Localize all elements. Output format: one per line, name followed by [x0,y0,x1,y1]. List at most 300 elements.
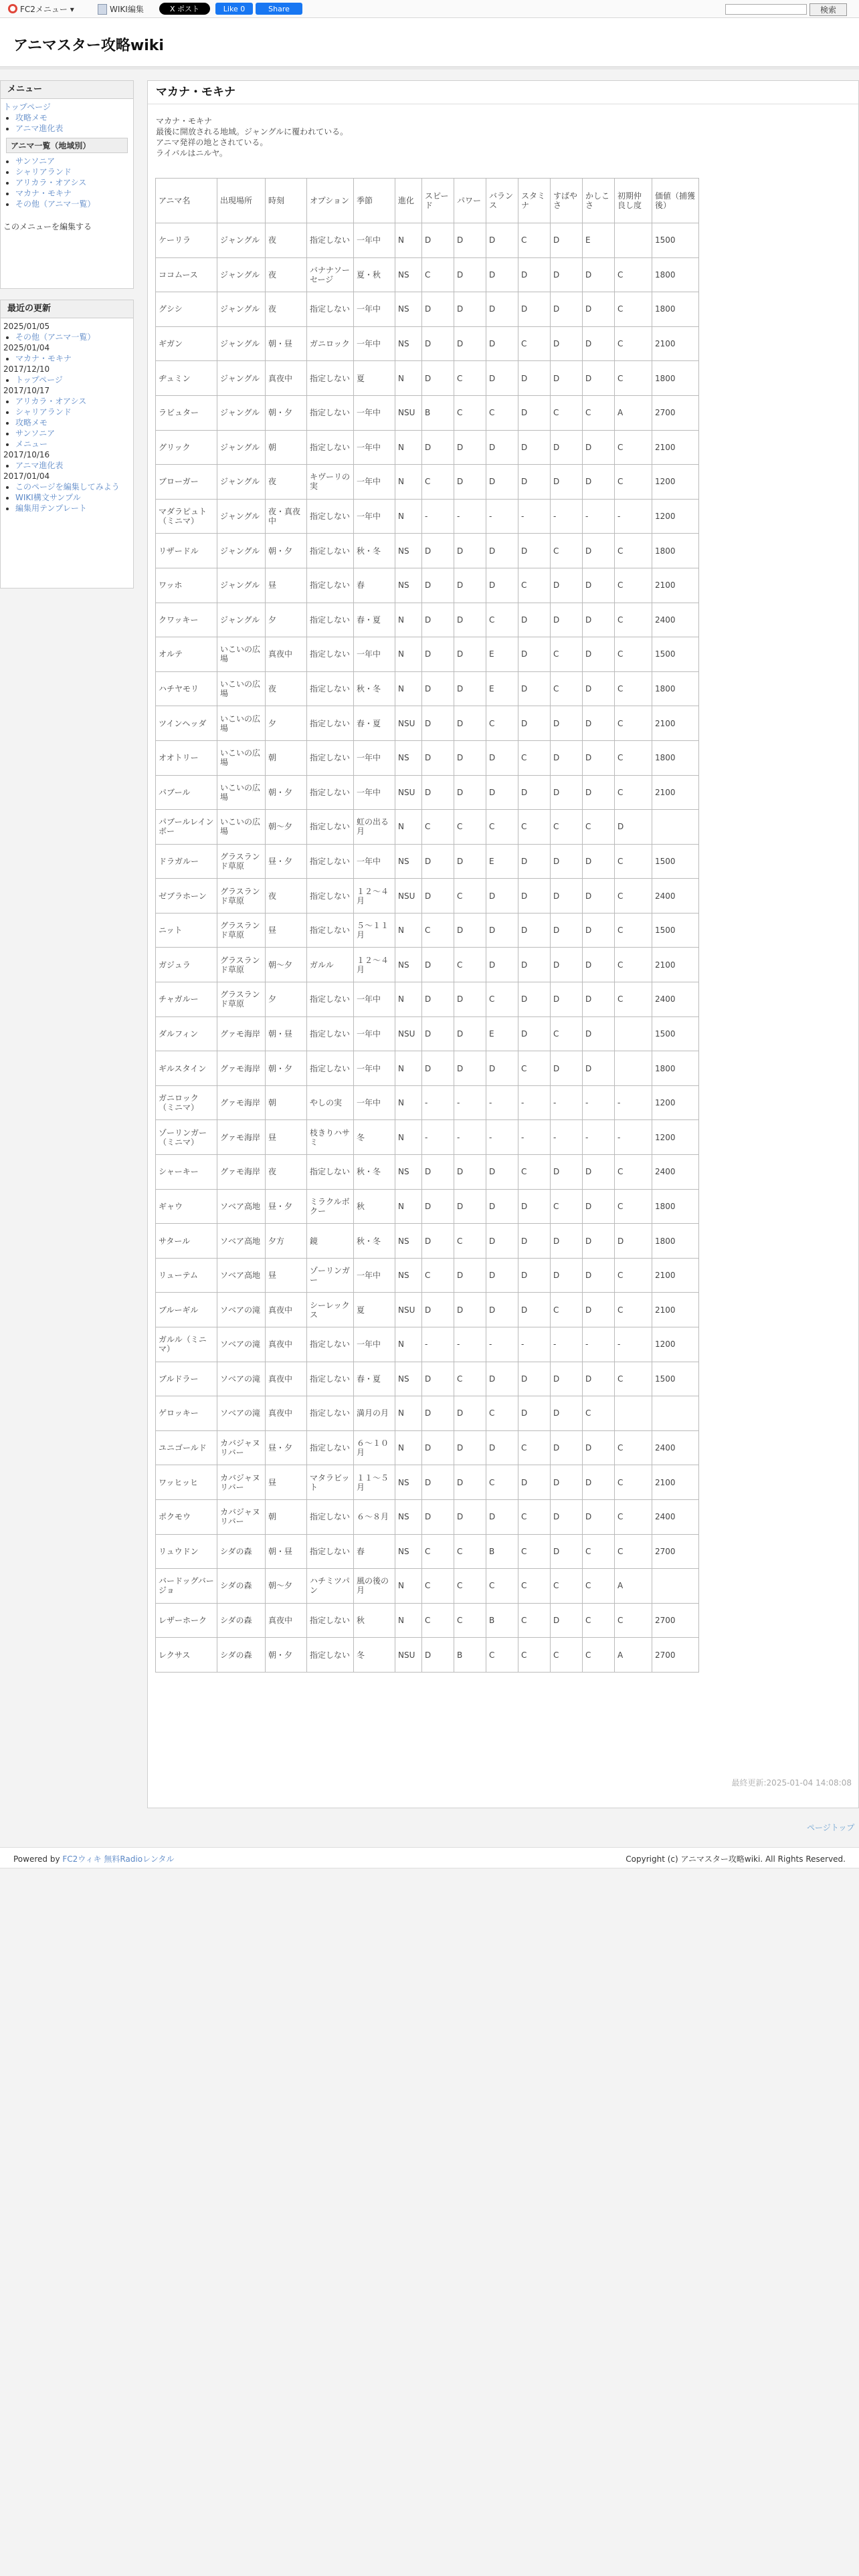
table-cell: D [454,568,486,603]
search-input[interactable] [725,4,807,15]
table-cell: ガニロック（ミニマ） [156,1085,217,1120]
table-cell: 2100 [652,706,699,741]
table-cell: D [518,430,551,465]
recent-update-item[interactable] [15,374,130,385]
table-cell: 一年中 [354,326,395,361]
table-cell: D [422,775,454,810]
table-cell: D [583,913,615,948]
table-cell: D [454,1499,486,1534]
table-cell: D [518,637,551,672]
table-cell [615,1396,652,1431]
column-header: すばやさ [551,179,583,223]
table-cell: NS [395,257,422,292]
table-cell: D [551,1430,583,1465]
table-cell: D [583,603,615,637]
table-cell: D [486,1430,518,1465]
recent-update-date: 2017/10/17 [3,386,50,395]
sidebar-top-page-link[interactable]: トップページ [3,102,51,112]
table-cell: 1500 [652,1016,699,1051]
table-cell: D [422,1638,454,1673]
table-cell: 2100 [652,948,699,982]
table-cell: 虹の出る月 [354,810,395,845]
table-cell: D [454,775,486,810]
table-cell: ツインヘッダ [156,706,217,741]
table-cell: 指定しない [307,913,354,948]
table-cell: C [615,603,652,637]
table-cell: 一年中 [354,499,395,534]
table-cell: グリック [156,430,217,465]
recent-update-link[interactable]: • アリカラ・オアシス [15,397,87,406]
table-cell: C [615,879,652,914]
table-cell: 2400 [652,982,699,1017]
column-header: 初期仲良し度 [615,179,652,223]
table-cell: N [395,361,422,396]
table-cell [615,223,652,258]
recent-update-item[interactable] [15,353,130,364]
table-cell: D [518,879,551,914]
table-cell: N [395,1120,422,1155]
table-cell [615,1051,652,1086]
page-top-link[interactable]: ページトップ [807,1823,855,1832]
table-cell: NS [395,568,422,603]
table-cell: ブルーギル [156,1293,217,1327]
table-cell: 2700 [652,1534,699,1569]
table-cell: 指定しない [307,1362,354,1396]
table-cell: D [551,775,583,810]
table-cell: N [395,430,422,465]
wiki-edit-link[interactable] [98,3,144,15]
table-cell: D [486,1362,518,1396]
recent-update-link[interactable]: • シャリアランド [15,407,72,417]
table-cell: 2100 [652,775,699,810]
table-cell: C [486,395,518,430]
table-cell: D [486,913,518,948]
table-cell: D [551,257,583,292]
table-cell: D [422,292,454,327]
table-cell: ドラガルー [156,844,217,879]
table-cell: C [615,1499,652,1534]
table-header-row [156,179,699,223]
table-cell: D [551,706,583,741]
site-header [0,18,859,67]
recent-update-date: 2025/01/04 [3,343,50,352]
table-cell: N [395,603,422,637]
table-cell: D [583,292,615,327]
table-cell: D [454,671,486,706]
recent-update-link[interactable]: • 編集用テンプレート [15,504,87,513]
table-cell: D [422,223,454,258]
table-cell: D [422,326,454,361]
table-cell: D [583,257,615,292]
edit-menu-link[interactable]: このメニューを編集する [3,222,92,231]
table-cell: クワッキー [156,603,217,637]
table-cell: 指定しない [307,223,354,258]
sidebar-regions-title: アニマ一覧（地域別） [6,138,128,153]
sidebar-regions-list [3,156,130,209]
table-cell: C [615,361,652,396]
table-cell: 朝・夕 [266,534,307,568]
table-cell: - [551,1120,583,1155]
table-cell: 指定しない [307,1534,354,1569]
recent-update-item[interactable] [15,332,130,342]
recent-update-link[interactable]: • このページを編集してみよう [15,482,120,492]
table-cell: C [615,1258,652,1293]
recent-update-item[interactable] [15,503,130,514]
table-row [156,1155,699,1190]
table-cell: C [615,844,652,879]
table-cell: D [518,395,551,430]
recent-update-item[interactable] [15,428,130,439]
table-cell: D [518,1396,551,1431]
table-cell: ジャングル [217,395,266,430]
recent-update-items [3,481,130,514]
table-cell: D [551,1499,583,1534]
recent-update-item[interactable] [15,407,130,417]
table-cell: C [551,810,583,845]
table-cell: C [422,1534,454,1569]
recent-update-link[interactable]: • サンソニア [15,429,56,438]
table-cell: D [422,1465,454,1500]
table-cell: - [583,499,615,534]
recent-update-item[interactable] [15,417,130,428]
table-cell: - [551,1085,583,1120]
table-cell: D [583,844,615,879]
table-cell: D [486,534,518,568]
table-row [156,1569,699,1604]
sidebar-item-makana-mokina[interactable]: • マカナ・モキナ [15,188,130,199]
table-cell: C [615,465,652,500]
table-cell: 秋・冬 [354,1155,395,1190]
table-cell: 2100 [652,1258,699,1293]
table-cell: 一年中 [354,637,395,672]
table-cell: NS [395,1534,422,1569]
table-cell: C [615,1603,652,1638]
recent-update-item[interactable] [15,396,130,407]
table-cell: D [551,465,583,500]
table-cell: D [454,637,486,672]
table-cell: C [486,982,518,1017]
table-cell: チャガルー [156,982,217,1017]
table-cell: 夜・真夜中 [266,499,307,534]
table-cell: 秋 [354,1189,395,1224]
recent-update-link[interactable]: • 攻略メモ [15,418,48,427]
table-cell: D [518,361,551,396]
table-cell: N [395,810,422,845]
table-cell: シーレックス [307,1293,354,1327]
table-cell: 一年中 [354,1051,395,1086]
table-cell: D [422,671,454,706]
column-header: スピード [422,179,454,223]
table-cell: C [615,1293,652,1327]
table-cell: C [486,603,518,637]
table-cell: 指定しない [307,706,354,741]
table-cell: C [615,430,652,465]
recent-update-items [3,396,130,449]
table-cell: - [518,1120,551,1155]
table-cell: 朝 [266,740,307,775]
table-cell: 昼 [266,568,307,603]
sidebar-item-sharialand[interactable]: • シャリアランド [15,167,130,177]
sidebar-item-sansonia[interactable]: • サンソニア [15,156,130,167]
table-cell: C [518,740,551,775]
table-cell: D [454,430,486,465]
table-cell: D [518,1258,551,1293]
table-row [156,1258,699,1293]
table-cell: ラビュター [156,395,217,430]
table-cell: C [518,1155,551,1190]
table-cell: 指定しない [307,1603,354,1638]
table-cell: B [486,1534,518,1569]
table-cell: D [583,982,615,1017]
table-cell: 一年中 [354,775,395,810]
table-cell: D [422,1051,454,1086]
table-cell: D [486,1293,518,1327]
table-cell: ジャングル [217,534,266,568]
table-cell: 一年中 [354,465,395,500]
recent-update-link[interactable]: • メニュー [15,439,48,449]
table-cell: 朝・昼 [266,326,307,361]
sidebar-item-strategy-memo[interactable]: • 攻略メモ [15,112,130,123]
table-cell: 指定しない [307,1016,354,1051]
table-cell: 昼・夕 [266,844,307,879]
table-cell: 秋・冬 [354,671,395,706]
table-cell: C [422,465,454,500]
table-cell: D [551,1534,583,1569]
table-cell: N [395,1051,422,1086]
table-cell: D [551,361,583,396]
table-cell: C [518,1569,551,1604]
search-button[interactable]: 検索 [809,3,847,16]
table-cell: 指定しない [307,430,354,465]
table-cell: ギルスタイン [156,1051,217,1086]
table-cell: ジャングル [217,361,266,396]
table-cell: 夏 [354,361,395,396]
table-cell: 2700 [652,395,699,430]
table-cell: 風の後の月 [354,1569,395,1604]
sidebar-recent-updates [0,300,134,588]
table-cell: C [518,326,551,361]
table-cell: D [583,465,615,500]
table-cell: NS [395,948,422,982]
table-cell: 一年中 [354,1327,395,1362]
table-cell: 夕 [266,982,307,1017]
table-cell: やしの実 [307,1085,354,1120]
table-cell: C [454,1534,486,1569]
table-cell: NSU [395,1293,422,1327]
table-cell: E [486,1016,518,1051]
sidebar-item-arikara-oasis[interactable]: • アリカラ・オアシス [15,177,130,188]
recent-updates-title: 最近の更新 [1,300,133,318]
table-cell: カバジャヌリバー [217,1465,266,1500]
table-cell: 指定しない [307,1327,354,1362]
powered-by-link[interactable]: FC2ウィキ 無料Radioレンタル [62,1854,175,1864]
table-cell: D [422,637,454,672]
page-title: マカナ・モキナ [148,81,858,104]
table-cell: 朝～夕 [266,1569,307,1604]
table-cell: 秋 [354,1603,395,1638]
table-cell: NSU [395,706,422,741]
top-bar [0,0,859,18]
table-cell: ヂュミン [156,361,217,396]
table-cell: D [583,1051,615,1086]
table-cell: グラスランド草原 [217,913,266,948]
table-cell: D [454,326,486,361]
recent-update-item[interactable] [15,439,130,449]
recent-update-date: 2017/10/16 [3,450,50,459]
table-cell: D [518,257,551,292]
table-cell: NS [395,326,422,361]
table-cell: E [486,671,518,706]
table-cell: NSU [395,879,422,914]
table-cell: - [454,1085,486,1120]
table-cell: 指定しない [307,292,354,327]
table-cell: D [422,1293,454,1327]
table-cell: C [583,1396,615,1431]
table-cell: D [454,257,486,292]
table-cell: 指定しない [307,775,354,810]
table-cell: D [583,740,615,775]
table-cell [652,1396,699,1431]
table-row [156,844,699,879]
recent-update-link[interactable]: • WIKI構文サンプル [15,493,81,502]
table-cell: ６～１０月 [354,1430,395,1465]
table-cell: D [518,465,551,500]
table-cell: 一年中 [354,1258,395,1293]
table-cell: D [551,292,583,327]
site-title[interactable]: アニマスター攻略wiki [13,37,164,54]
table-row [156,499,699,534]
table-cell: ワッヒッヒ [156,1465,217,1500]
table-cell: D [422,1396,454,1431]
table-row [156,534,699,568]
table-cell: C [518,223,551,258]
table-cell: D [422,706,454,741]
table-cell: C [615,1155,652,1190]
table-cell: D [454,706,486,741]
table-row [156,982,699,1017]
table-cell: D [551,1051,583,1086]
recent-update-date: 2017/12/10 [3,364,50,374]
table-cell: ジャングル [217,465,266,500]
table-cell: 真夜中 [266,1396,307,1431]
table-cell: D [422,534,454,568]
table-cell: C [518,810,551,845]
table-row [156,1327,699,1362]
table-cell: D [486,465,518,500]
table-cell: C [615,1430,652,1465]
table-cell: 一年中 [354,844,395,879]
table-cell: 指定しない [307,361,354,396]
table-cell: N [395,671,422,706]
table-cell: 指定しない [307,499,354,534]
table-cell: 一年中 [354,982,395,1017]
table-cell: - [486,1085,518,1120]
facebook-like-button[interactable]: Like 0 [215,3,253,15]
recent-update-link[interactable]: • その他（アニマ一覧） [15,332,96,342]
table-cell: N [395,1396,422,1431]
recent-update-link[interactable]: • アニマ進化表 [15,461,64,470]
table-cell: 指定しない [307,844,354,879]
recent-update-item[interactable] [15,481,130,492]
table-cell: D [518,1016,551,1051]
column-header: 出現場所 [217,179,266,223]
table-cell: オオトリー [156,740,217,775]
table-cell: C [551,1189,583,1224]
table-row [156,361,699,396]
anima-table-wrapper [155,178,699,1673]
table-row [156,1120,699,1155]
table-cell: D [454,1293,486,1327]
table-cell: 指定しない [307,810,354,845]
table-cell: - [454,1327,486,1362]
recent-update-item[interactable] [15,492,130,503]
sidebar-item-others[interactable]: • その他（アニマ一覧） [15,199,130,209]
table-cell: ポクモウ [156,1499,217,1534]
table-cell: D [518,913,551,948]
table-cell: C [454,361,486,396]
table-cell: D [518,1224,551,1259]
table-cell: C [454,1362,486,1396]
table-cell: D [454,292,486,327]
table-cell: C [454,948,486,982]
table-cell: 1200 [652,465,699,500]
table-cell: D [583,671,615,706]
table-cell: D [583,1499,615,1534]
recent-update-link[interactable]: • トップページ [15,375,63,385]
table-cell: いこいの広場 [217,637,266,672]
table-cell: 一年中 [354,740,395,775]
table-row [156,326,699,361]
table-cell: C [486,1465,518,1500]
table-cell: １２～４月 [354,948,395,982]
recent-update-item[interactable] [15,460,130,471]
table-cell: 2700 [652,1638,699,1673]
table-cell: D [454,1051,486,1086]
table-cell: D [551,1155,583,1190]
table-cell: C [615,326,652,361]
table-cell: D [518,671,551,706]
footer-powered [13,1853,174,1864]
recent-update-link[interactable]: • マカナ・モキナ [15,354,72,363]
column-header: 時刻 [266,179,307,223]
table-row [156,1293,699,1327]
x-post-button[interactable]: X ポスト [159,3,210,15]
table-cell: 朝 [266,430,307,465]
table-cell: ソベアの滝 [217,1362,266,1396]
column-header: アニマ名 [156,179,217,223]
recent-update-date: 2025/01/05 [3,322,50,331]
table-cell: 冬 [354,1120,395,1155]
main-content [147,80,859,1808]
table-cell: D [615,1224,652,1259]
table-cell: 夏・秋 [354,257,395,292]
table-cell: C [422,1569,454,1604]
wiki-edit-label: WIKI編集 [110,5,144,14]
fc2-menu-button[interactable] [8,3,74,14]
sidebar-menu-list [3,112,130,134]
table-cell: A [615,1638,652,1673]
facebook-share-button[interactable]: Share [256,3,302,15]
sidebar-item-evolution-table[interactable]: • アニマ進化表 [15,123,130,134]
table-cell: - [422,499,454,534]
table-row [156,257,699,292]
recent-update-items [3,460,130,471]
table-cell: C [615,637,652,672]
table-cell: D [583,430,615,465]
table-cell: ニット [156,913,217,948]
table-cell: 指定しない [307,982,354,1017]
table-cell: - [615,1327,652,1362]
